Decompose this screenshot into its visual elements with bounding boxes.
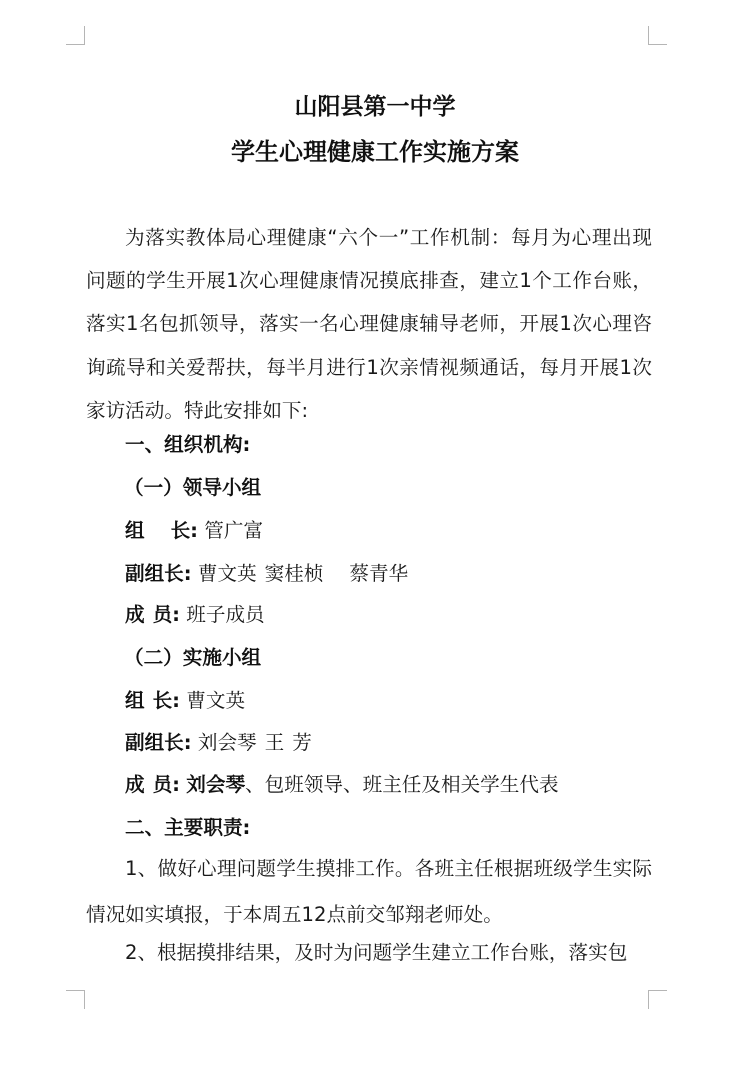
group2-deputy-row <box>125 730 705 756</box>
section1-heading: 一、组织机构: <box>125 433 251 456</box>
duty-1-paragraph: 1、做好心理问题学生摸排工作。各班主任根据班级学生实际情况如实填报，于本周五12点前交邹翔老师处。 <box>86 857 652 926</box>
duty-2-line: 2、根据摸排结果，及时为问题学生建立工作台账，落实包 <box>125 941 628 964</box>
group2-member-label-a: 成 <box>125 773 145 796</box>
group1-heading: （一）领导小组 <box>124 476 262 499</box>
crop-mark-top-right <box>648 26 667 45</box>
intro-paragraph: 为落实教体局心理健康“六个一”工作机制：每月为心理出现问题的学生开展1次心理健康情况摸底排查，建立1个工作台账，落实1名包抓领导，落实一名心理健康辅导老师，开展1次心理咨询疏导和关爱帮扶，每半月进行1次亲情视频通话，每月开展1次家访活动。特此安排如下: <box>86 226 652 422</box>
group1-member-row <box>125 602 705 628</box>
group1-member-value: 班子成员 <box>186 603 265 626</box>
group1-deputy-value-1: 曹文英 <box>197 562 257 585</box>
group1-member-label-a: 成 <box>125 603 145 626</box>
group2-deputy-value-2a: 王 <box>264 731 285 754</box>
section2-heading: 二、主要职责: <box>125 816 251 839</box>
group2-deputy-value: 刘会琴 <box>197 731 257 754</box>
crop-mark-bottom-right <box>648 990 667 1009</box>
group2-leader-label-b: 长: <box>152 689 181 712</box>
document-title-plan: 学生心理健康工作实施方案 <box>231 138 519 166</box>
group2-leader-row <box>125 688 705 714</box>
group2-member-value-bold: 刘会琴 <box>186 773 246 796</box>
group1-leader-label-b: 长: <box>170 519 199 542</box>
group1-deputy-label: 副组长: <box>125 562 192 585</box>
group1-leader-value: 管广富 <box>204 519 264 542</box>
group1-member-label-b: 员: <box>152 603 181 626</box>
crop-mark-bottom-left <box>66 990 85 1009</box>
group1-deputy-value-2: 窦桂桢 <box>264 562 324 585</box>
group1-deputy-row <box>125 561 705 587</box>
crop-mark-top-left <box>66 26 85 45</box>
group1-leader-row <box>125 518 705 544</box>
group2-leader-label-a: 组 <box>125 689 145 712</box>
group2-deputy-value-2b: 芳 <box>292 731 312 754</box>
group2-member-label-b: 员: <box>152 773 181 796</box>
group2-heading: （二）实施小组 <box>124 646 262 669</box>
group1-deputy-value-3: 蔡青华 <box>349 562 409 585</box>
group2-member-value-rest: 、包班领导、班主任及相关学生代表 <box>245 773 559 796</box>
group1-leader-label-a: 组 <box>125 519 145 542</box>
group2-deputy-label: 副组长: <box>125 731 192 754</box>
group2-member-row <box>125 772 705 798</box>
document-title-school: 山阳县第一中学 <box>294 94 456 120</box>
group2-leader-value: 曹文英 <box>186 689 246 712</box>
